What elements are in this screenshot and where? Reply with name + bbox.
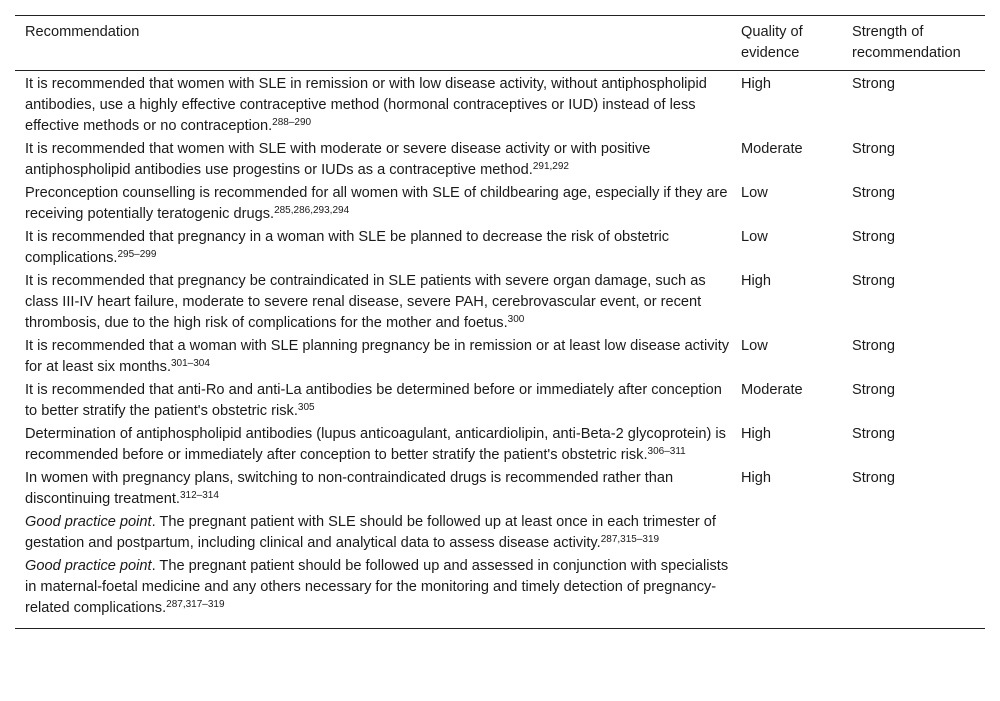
quality-of-evidence-cell: Low	[741, 229, 768, 245]
table-header	[15, 16, 985, 71]
strength-of-recommendation-cell: Strong	[852, 273, 895, 289]
table-row	[15, 335, 985, 379]
table-row	[15, 555, 985, 629]
strength-of-recommendation-cell: Strong	[852, 141, 895, 157]
recommendation-cell	[15, 423, 731, 467]
recommendation-cell	[15, 379, 731, 423]
recommendation-cell	[15, 555, 731, 629]
recommendations-table-wrapper	[15, 15, 985, 629]
strength-of-recommendation-cell: Strong	[852, 185, 895, 201]
quality-of-evidence-cell: Low	[741, 338, 768, 354]
recommendation-text: It is recommended that women with SLE with moderate or severe disease activity or with positive antiphospholipid antibodies use progestins or IUDs as a contraceptive method.	[25, 141, 651, 178]
recommendation-text: It is recommended that pregnancy in a woman with SLE be planned to decrease the risk of obstetric complications.	[25, 229, 670, 266]
recommendation-text: . The pregnant patient should be followed up and assessed in conjunction with specialists in maternal-foetal medicine and any others necessary for the monitoring and timely detection of pregnancy-related complications.	[25, 558, 729, 616]
reference-superscript: 285,286,293,294	[274, 205, 350, 216]
table-row	[15, 467, 985, 511]
recommendation-cell	[15, 511, 731, 555]
quality-of-evidence-cell: High	[741, 273, 772, 289]
reference-superscript: 295–299	[117, 249, 157, 260]
strength-of-recommendation-cell	[842, 511, 985, 555]
strength-of-recommendation-cell: Strong	[852, 229, 895, 245]
quality-of-evidence-cell	[731, 555, 842, 629]
recommendations-table	[15, 15, 985, 629]
strength-of-recommendation-cell: Strong	[852, 382, 895, 398]
table-row	[15, 379, 985, 423]
header-quality-of-evidence: Quality of evidence	[741, 24, 803, 61]
reference-superscript: 305	[297, 402, 315, 413]
table-row	[15, 138, 985, 182]
reference-superscript: 300	[507, 314, 525, 325]
table-row	[15, 270, 985, 335]
recommendation-text: . The pregnant patient with SLE should be followed up at least once in each trimester of gestation and postpartum, including clinical and analytical data to assess disease activity.	[25, 514, 716, 551]
strength-of-recommendation-cell	[842, 555, 985, 629]
recommendation-text: It is recommended that women with SLE in remission or with low disease activity, without antiphospholipid antibodies, use a highly effective contraceptive method (hormonal contraceptives or IUD) instead of less effective methods or no contraception.	[25, 76, 707, 134]
quality-of-evidence-cell	[731, 511, 842, 555]
table-row	[15, 226, 985, 270]
recommendation-cell	[15, 467, 731, 511]
recommendation-text: Preconception counselling is recommended for all women with SLE of childbearing age, especially if they are receiving potentially teratogenic drugs.	[25, 185, 728, 222]
reference-superscript: 287,315–319	[600, 534, 660, 545]
table-row	[15, 423, 985, 467]
reference-superscript: 291,292	[532, 161, 569, 172]
header-recommendation: Recommendation	[25, 24, 140, 40]
quality-of-evidence-cell: High	[741, 76, 772, 92]
table-body	[15, 71, 985, 629]
recommendation-cell	[15, 71, 731, 139]
reference-superscript: 288–290	[272, 117, 312, 128]
strength-of-recommendation-cell: Strong	[852, 338, 895, 354]
recommendation-cell	[15, 226, 731, 270]
recommendation-text: It is recommended that pregnancy be contraindicated in SLE patients with severe organ damage, such as class III-IV heart failure, moderate to severe renal disease, severe PAH, cerebrovascular event, or recent thrombosis, due to the high risk of complications for the mother and foetus.	[25, 273, 706, 331]
good-practice-label: Good practice point	[25, 514, 152, 530]
recommendation-cell	[15, 270, 731, 335]
quality-of-evidence-cell: High	[741, 426, 772, 442]
table-row	[15, 182, 985, 226]
quality-of-evidence-cell: High	[741, 470, 772, 486]
quality-of-evidence-cell: Moderate	[741, 382, 803, 398]
table-row	[15, 71, 985, 139]
strength-of-recommendation-cell: Strong	[852, 470, 895, 486]
good-practice-label: Good practice point	[25, 558, 152, 574]
reference-superscript: 301–304	[171, 358, 210, 369]
recommendation-text: In women with pregnancy plans, switching to non-contraindicated drugs is recommended rather than discontinuing treatment.	[25, 470, 674, 507]
reference-superscript: 287,317–319	[166, 599, 225, 610]
reference-superscript: 306–311	[647, 446, 686, 457]
header-row	[15, 16, 985, 71]
strength-of-recommendation-cell: Strong	[852, 76, 895, 92]
table-row	[15, 511, 985, 555]
recommendation-text: It is recommended that a woman with SLE planning pregnancy be in remission or at least low disease activity for at least six months.	[25, 338, 730, 375]
strength-of-recommendation-cell: Strong	[852, 426, 895, 442]
recommendation-text: Determination of antiphospholipid antibodies (lupus anticoagulant, anticardiolipin, anti-Beta-2 glycoprotein) is recommended before or immediately after conception to better stratify the patient's obstetric risk.	[25, 426, 726, 463]
quality-of-evidence-cell: Low	[741, 185, 768, 201]
recommendation-cell	[15, 138, 731, 182]
recommendation-text: It is recommended that anti-Ro and anti-La antibodies be determined before or immediately after conception to better stratify the patient's obstetric risk.	[25, 382, 722, 419]
reference-superscript: 312–314	[179, 490, 219, 501]
header-strength-of-recommendation: Strength of recommendation	[852, 24, 961, 61]
quality-of-evidence-cell: Moderate	[741, 141, 803, 157]
recommendation-cell	[15, 182, 731, 226]
recommendation-cell	[15, 335, 731, 379]
